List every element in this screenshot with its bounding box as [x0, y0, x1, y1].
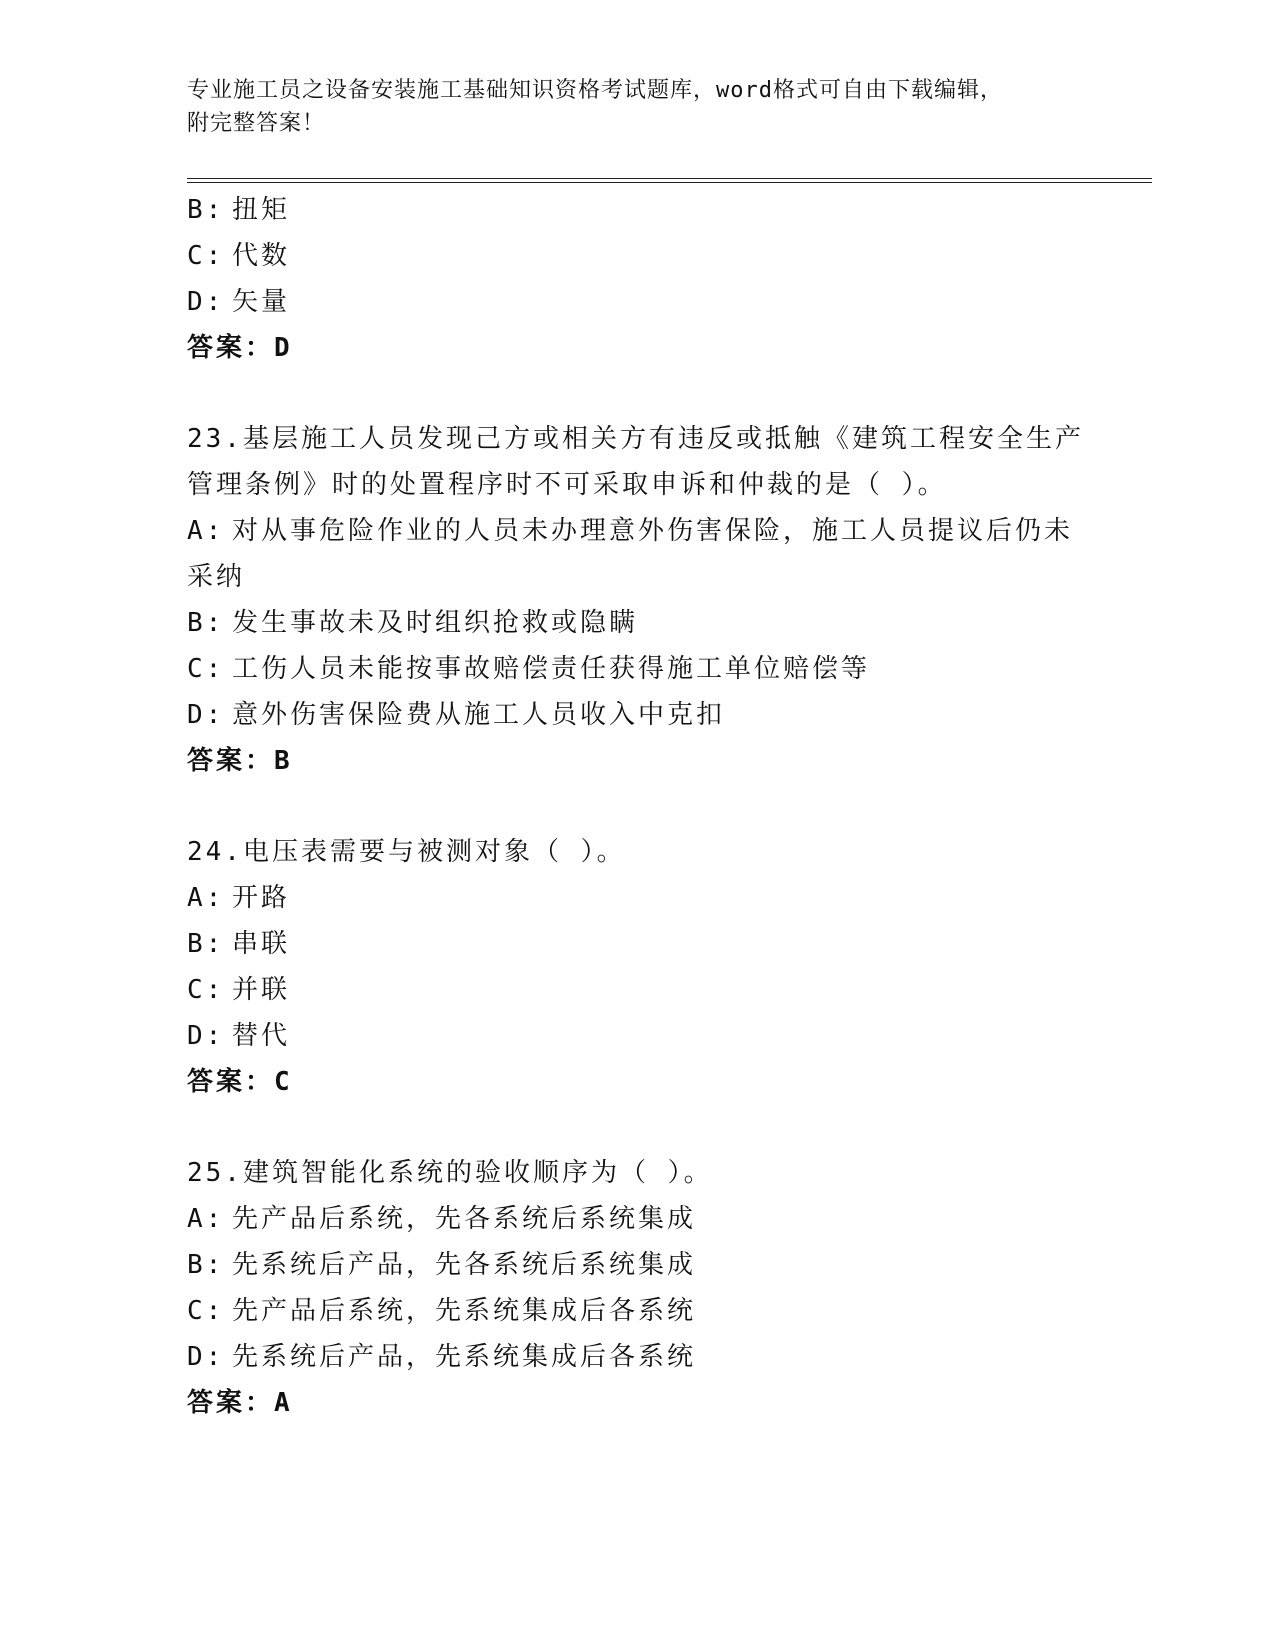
option-c: C: 代数 [187, 241, 291, 271]
answer: 答案：A [187, 1388, 293, 1418]
option-c: C: 工伤人员未能按事故赔偿责任获得施工单位赔偿等 [187, 654, 871, 684]
header-title-line-2: 附完整答案！ [187, 111, 326, 136]
option-a: A: 对从事危险作业的人员未办理意外伤害保险，施工人员提议后仍未 [187, 516, 1074, 546]
header-divider-bottom [187, 182, 1152, 183]
option-b: B: 发生事故未及时组织抢救或隐瞒 [187, 608, 639, 638]
question-fragment [187, 187, 1087, 371]
answer: 答案：B [187, 746, 293, 776]
header-divider-top [187, 178, 1152, 179]
question-stem-continued: 管理条例》时的处置程序时不可采取申诉和仲裁的是（ ）。 [187, 470, 947, 500]
header-title-line-1: 专业施工员之设备安装施工基础知识资格考试题库，word格式可自由下载编辑， [187, 78, 1003, 103]
question-list [187, 187, 1087, 1426]
answer: 答案：C [187, 1067, 293, 1097]
question-stem: 24.电压表需要与被测对象（ ）。 [187, 837, 626, 867]
question-23 [187, 416, 1087, 784]
option-a: A: 先产品后系统，先各系统后系统集成 [187, 1204, 697, 1234]
option-d: D: 矢量 [187, 287, 291, 317]
option-a-continued: 采纳 [187, 562, 246, 592]
question-25 [187, 1150, 1087, 1426]
option-c: C: 先产品后系统，先系统集成后各系统 [187, 1296, 697, 1326]
option-b: B: 扭矩 [187, 195, 291, 225]
option-d: D: 替代 [187, 1021, 291, 1051]
question-stem: 25.建筑智能化系统的验收顺序为（ ）。 [187, 1158, 713, 1188]
option-d: D: 意外伤害保险费从施工人员收入中克扣 [187, 700, 726, 730]
option-a: A: 开路 [187, 883, 291, 913]
question-stem: 23.基层施工人员发现己方或相关方有违反或抵触《建筑工程安全生产 [187, 424, 1084, 454]
option-d: D: 先系统后产品，先系统集成后各系统 [187, 1342, 697, 1372]
document-header [187, 74, 1087, 140]
question-24 [187, 829, 1087, 1105]
option-b: B: 先系统后产品，先各系统后系统集成 [187, 1250, 697, 1280]
option-b: B: 串联 [187, 929, 291, 959]
answer: 答案：D [187, 333, 293, 363]
option-c: C: 并联 [187, 975, 291, 1005]
